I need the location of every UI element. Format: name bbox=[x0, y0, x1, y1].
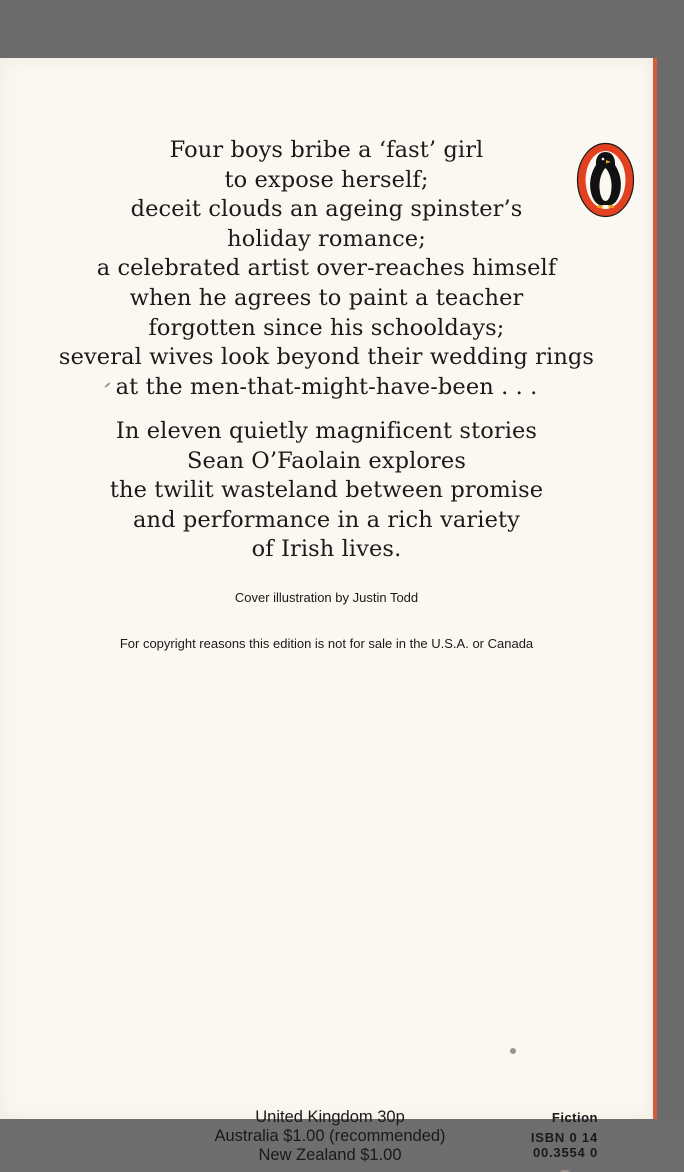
blurb-line: In eleven quietly magnificent stories bbox=[115, 418, 538, 444]
isbn-line: 00.3554 0 bbox=[532, 1145, 598, 1160]
blurb-line: Four boys bribe a ‘fast’ girl bbox=[169, 137, 484, 163]
price-line: New Zealand $1.00 bbox=[258, 1146, 402, 1164]
blurb-line: the twilit wasteland between promise bbox=[109, 477, 544, 504]
blurb-paragraph-1 bbox=[0, 136, 653, 402]
illustration-credit: Cover illustration by Justin Todd bbox=[234, 590, 419, 605]
blurb-line: Sean O’Faolain explores bbox=[187, 447, 466, 474]
genre-label: Fiction bbox=[551, 1110, 598, 1125]
price-line: United Kingdom 30p bbox=[255, 1108, 405, 1126]
blurb-line: and performance in a rich variety bbox=[133, 506, 520, 533]
blurb-paragraph-2 bbox=[0, 417, 653, 565]
blurb-line: several wives look beyond their wedding rings bbox=[58, 344, 595, 371]
blurb-line: of Irish lives. bbox=[251, 536, 402, 563]
blurb-line: to expose herself; bbox=[224, 166, 429, 193]
blurb-line: at the men-that-might-have-been . . . bbox=[115, 373, 538, 400]
price-line: Australia $1.00 (recommended) bbox=[214, 1127, 446, 1145]
copyright-notice: For copyright reasons this edition is not for sale in the U.S.A. or Canada bbox=[119, 636, 534, 651]
blurb-line: holiday romance; bbox=[227, 225, 426, 252]
blurb-line: when he agrees to paint a teacher bbox=[129, 284, 524, 311]
genre-isbn-block bbox=[531, 1108, 598, 1160]
isbn-line: ISBN 0 14 bbox=[530, 1130, 598, 1145]
book-back-cover bbox=[0, 58, 657, 1164]
blurb-line: a celebrated artist over-reaches himself bbox=[96, 255, 557, 282]
price-list bbox=[150, 1108, 510, 1165]
blurb-line: deceit clouds an ageing spinster’s bbox=[130, 196, 523, 223]
blurb-line: forgotten since his schooldays; bbox=[148, 314, 505, 341]
paper-speck bbox=[510, 1048, 516, 1054]
